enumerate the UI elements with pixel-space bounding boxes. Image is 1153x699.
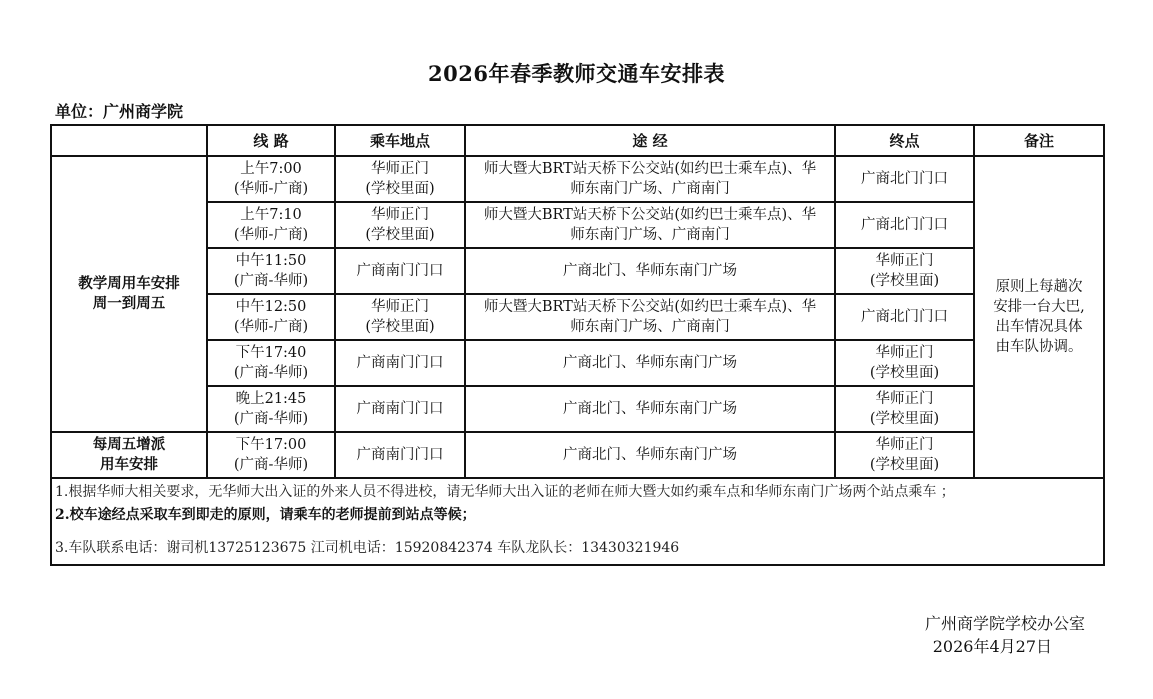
via-cell: 广商北门、华师东南门广场 bbox=[465, 386, 835, 432]
unit-label: 单位：广州商学院 bbox=[55, 102, 184, 121]
remarks-cell: 原则上每趟次 安排一台大巴, 出车情况具体 由车队协调。 bbox=[974, 156, 1104, 478]
pickup-cell: 华师正门 (学校里面) bbox=[335, 202, 465, 248]
terminal-cell: 广商北门门口 bbox=[835, 156, 974, 202]
pickup-cell: 华师正门 (学校里面) bbox=[335, 294, 465, 340]
footnote-row bbox=[51, 478, 1104, 565]
table-row bbox=[51, 202, 1104, 248]
terminal-cell: 华师正门 (学校里面) bbox=[835, 386, 974, 432]
header-via: 途 经 bbox=[465, 125, 835, 156]
route-time-cell: 中午11:50 (广商-华师) bbox=[207, 248, 335, 294]
via-cell: 师大暨大BRT站天桥下公交站(如约巴士乘车点)、华 师东南门广场、广商南门 bbox=[465, 156, 835, 202]
footnotes-cell bbox=[51, 478, 1104, 565]
pickup-cell: 华师正门 (学校里面) bbox=[335, 156, 465, 202]
route-time-cell: 中午12:50 (华师-广商) bbox=[207, 294, 335, 340]
table-row bbox=[51, 294, 1104, 340]
footnote-3: 3.车队联系电话：谢司机13725123675 江司机电话：15920842374 车队龙队长：13430321946 bbox=[55, 540, 680, 556]
route-time-cell: 下午17:40 (广商-华师) bbox=[207, 340, 335, 386]
route-time-cell: 上午7:00 (华师-广商) bbox=[207, 156, 335, 202]
route-time-cell: 上午7:10 (华师-广商) bbox=[207, 202, 335, 248]
table-row bbox=[51, 156, 1104, 202]
issuer-office: 广州商学院学校办公室 bbox=[924, 614, 1085, 633]
table-row bbox=[51, 340, 1104, 386]
via-cell: 广商北门、华师东南门广场 bbox=[465, 340, 835, 386]
via-cell: 广商北门、华师东南门广场 bbox=[465, 432, 835, 478]
terminal-cell: 华师正门 (学校里面) bbox=[835, 432, 974, 478]
schedule-table bbox=[50, 124, 1105, 566]
issue-date: 2026年4月27日 bbox=[932, 637, 1052, 656]
header-terminal: 终点 bbox=[835, 125, 974, 156]
header-blank bbox=[51, 125, 207, 156]
terminal-cell: 广商北门门口 bbox=[835, 294, 974, 340]
table-row bbox=[51, 386, 1104, 432]
terminal-cell: 华师正门 (学校里面) bbox=[835, 248, 974, 294]
page-title: 2026年春季教师交通车安排表 bbox=[428, 61, 725, 86]
period-friday: 每周五增派 用车安排 bbox=[51, 432, 207, 478]
header-route: 线 路 bbox=[207, 125, 335, 156]
pickup-cell: 广商南门门口 bbox=[335, 432, 465, 478]
header-remarks: 备注 bbox=[974, 125, 1104, 156]
table-row bbox=[51, 432, 1104, 478]
footnote-2: 2.校车途经点采取车到即走的原则，请乘车的老师提前到站点等候； bbox=[55, 507, 476, 523]
pickup-cell: 广商南门门口 bbox=[335, 340, 465, 386]
via-cell: 师大暨大BRT站天桥下公交站(如约巴士乘车点)、华 师东南门广场、广商南门 bbox=[465, 202, 835, 248]
terminal-cell: 华师正门 (学校里面) bbox=[835, 340, 974, 386]
via-cell: 师大暨大BRT站天桥下公交站(如约巴士乘车点)、华 师东南门广场、广商南门 bbox=[465, 294, 835, 340]
header-pickup: 乘车地点 bbox=[335, 125, 465, 156]
route-time-cell: 下午17:00 (广商-华师) bbox=[207, 432, 335, 478]
pickup-cell: 广商南门门口 bbox=[335, 248, 465, 294]
via-cell: 广商北门、华师东南门广场 bbox=[465, 248, 835, 294]
terminal-cell: 广商北门门口 bbox=[835, 202, 974, 248]
footnote-1: 1.根据华师大相关要求，无华师大出入证的外来人员不得进校，请无华师大出入证的老师在师大暨大如约乘车点和华师东南门广场两个站点乘车 ； bbox=[55, 484, 955, 500]
header-row bbox=[51, 125, 1104, 156]
period-weekday: 教学周用车安排 周一到周五 bbox=[51, 156, 207, 432]
route-time-cell: 晚上21:45 (广商-华师) bbox=[207, 386, 335, 432]
table-row bbox=[51, 248, 1104, 294]
pickup-cell: 广商南门门口 bbox=[335, 386, 465, 432]
